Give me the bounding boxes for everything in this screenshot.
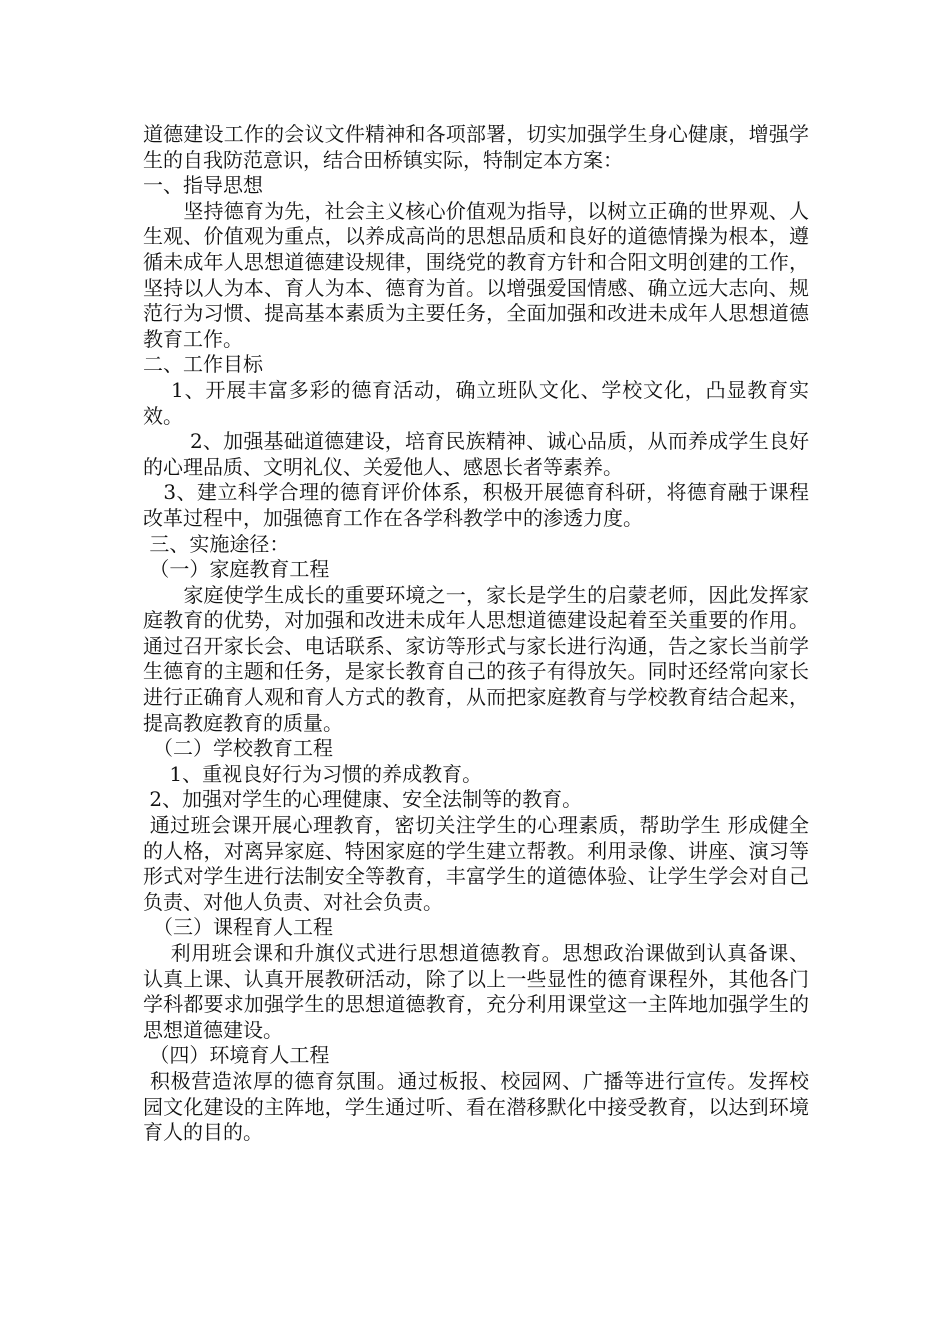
- goal-item-1: 1、开展丰富多彩的德育活动，确立班队文化、学校文化，凸显教育实效。: [143, 377, 809, 428]
- goal-item-3: 3、建立科学合理的德育评价体系，积极开展德育科研，将德育融于课程改革过程中，加强德育工作在各学科教学中的渗透力度。: [143, 480, 809, 530]
- school-item-2: 2、加强对学生的心理健康、安全法制等的教育。: [143, 787, 583, 812]
- section-heading-implementation: 三、实施途径：: [143, 531, 290, 556]
- guiding-ideology-paragraph: 坚持德育为先，社会主义核心价值观为指导，以树立正确的世界观、人生观、价值观为重点，以养成高尚的思想品质和良好的道德情操为根本，遵循未成年人思想道德建设规律，围绕党的教育方针和合阳文明创建的工作，坚持以人为本、育人为本、德育为首。以增强爱国情感、确立远大志向、规范行为习惯、提高基本素质为主要任务，全面加强和改进未成年人思想道德教育工作。: [143, 198, 809, 351]
- family-education-paragraph: 家庭使学生成长的重要环境之一，家长是学生的启蒙老师，因此发挥家庭教育的优势，对加强和改进未成年人思想道德建设起着至关重要的作用。通过召开家长会、电话联系、家访等形式与家长进行沟通，告之家长当前学生德育的主题和任务，是家长教育自己的孩子有得放矢。同时还经常向家长进行正确育人观和育人方式的教育，从而把家庭教育与学校教育结合起来，提高教庭教育的质量。: [143, 582, 809, 735]
- curriculum-paragraph: 利用班会课和升旗仪式进行思想道德教育。思想政治课做到认真备课、认真上课、认真开展教研活动，除了以上一些显性的德育课程外，其他各门学科都要求加强学生的思想道德教育，充分利用课堂这一主阵地加强学生的思想道德建设。: [143, 941, 809, 1042]
- section-heading-guiding-ideology: 一、指导思想: [143, 173, 263, 198]
- school-education-paragraph: 通过班会课开展心理教育，密切关注学生的心理素质，帮助学生 形成健全的人格，对离异家庭、特困家庭的学生建立帮教。利用录像、讲座、演习等形式对学生进行法制安全等教育，丰富学生的道德体验、让学生学会对自己负责、对他人负责、对社会负责。: [143, 813, 810, 914]
- subsection-heading-curriculum: （三）课程育人工程: [143, 915, 333, 940]
- environment-paragraph: 积极营造浓厚的德育氛围。通过板报、校园网、广播等进行宣传。发挥校园文化建设的主阵地，学生通过听、看在潜移默化中接受教育，以达到环境育人的目的。: [143, 1068, 810, 1145]
- goal-item-2: 2、加强基础道德建设，培育民族精神、诚心品质，从而养成学生良好的心理品质、文明礼仪、关爱他人、感恩长者等素养。: [143, 429, 809, 479]
- document-page: [143, 122, 809, 1146]
- subsection-heading-family-education: （一）家庭教育工程: [143, 557, 330, 582]
- intro-paragraph: 道德建设工作的会议文件精神和各项部署，切实加强学生身心健康，增强学生的自我防范意识，结合田桥镇实际，特制定本方案：: [143, 122, 809, 172]
- school-item-1: 1、重视良好行为习惯的养成教育。: [143, 761, 483, 786]
- subsection-heading-school-education: （二）学校教育工程: [143, 736, 333, 761]
- subsection-heading-environment: （四）环境育人工程: [143, 1043, 330, 1068]
- section-heading-work-goals: 二、工作目标: [143, 352, 263, 377]
